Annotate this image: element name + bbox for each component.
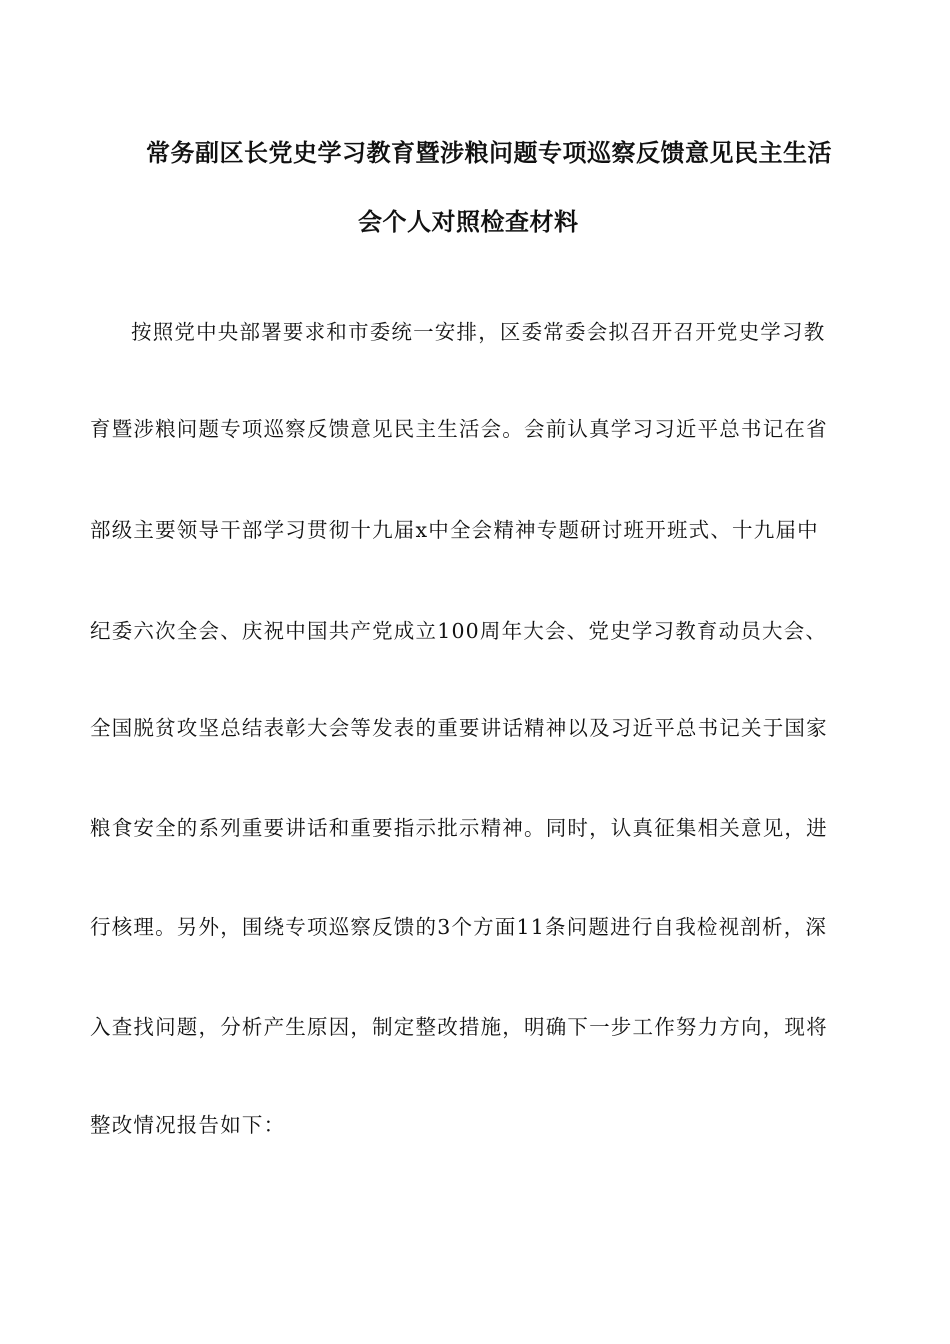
body-paragraph-line: 粮食安全的系列重要讲话和重要指示批示精神。同时，认真征集相关意见，进 [90, 816, 828, 840]
body-paragraph-line: 按照党中央部署要求和市委统一安排，区委常委会拟召开召开党史学习教 [131, 320, 826, 344]
body-paragraph-line: 部级主要领导干部学习贯彻十九届x中全会精神专题研讨班开班式、十九届中 [90, 518, 819, 542]
document-title-line-1: 常务副区长党史学习教育暨涉粮问题专项巡察反馈意见民主生活 [146, 139, 832, 167]
body-paragraph-line: 育暨涉粮问题专项巡察反馈意见民主生活会。会前认真学习习近平总书记在省 [90, 417, 828, 441]
body-paragraph-line: 纪委六次全会、庆祝中国共产党成立100周年大会、党史学习教育动员大会、 [90, 619, 828, 643]
document-title-line-2: 会个人对照检查材料 [358, 208, 579, 236]
body-paragraph-line: 行核理。另外，围绕专项巡察反馈的3个方面11条问题进行自我检视剖析，深 [90, 915, 828, 939]
body-paragraph-line: 入查找问题，分析产生原因，制定整改措施，明确下一步工作努力方向，现将 [90, 1015, 828, 1039]
body-paragraph-line: 全国脱贫攻坚总结表彰大会等发表的重要讲话精神以及习近平总书记关于国家 [90, 716, 828, 740]
body-paragraph-line: 整改情况报告如下： [90, 1113, 286, 1137]
